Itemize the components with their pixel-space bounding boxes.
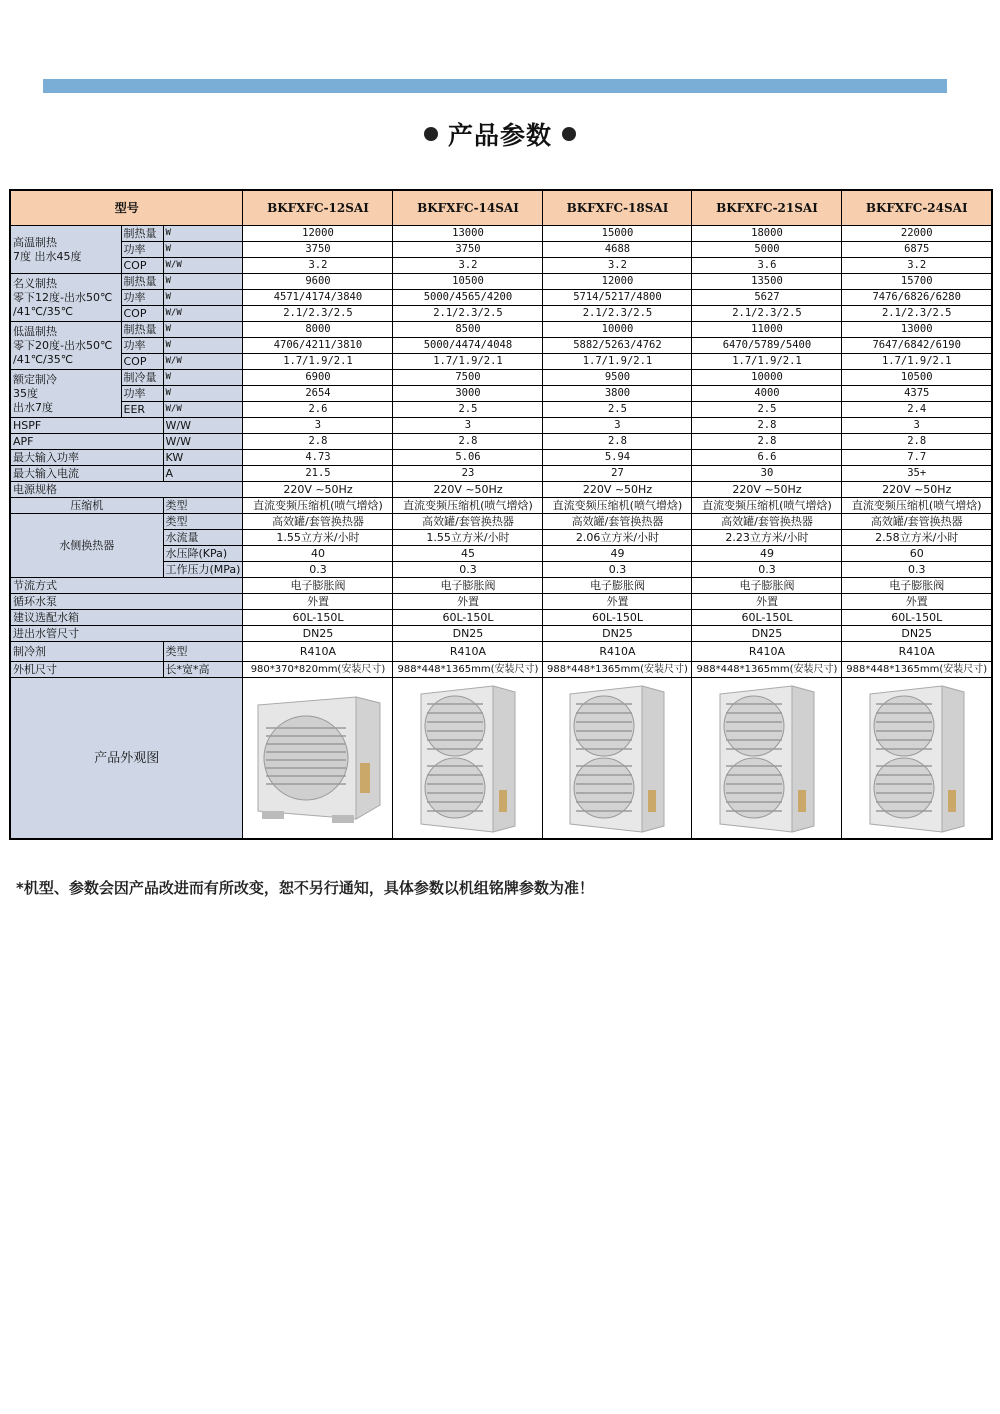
- product-image-cell: [842, 678, 992, 840]
- value-cell: 2.1/2.3/2.5: [393, 306, 543, 322]
- value-cell: 220V ~50Hz: [243, 482, 393, 498]
- value-cell: 7476/6826/6280: [842, 290, 992, 306]
- value-cell: 5.94: [543, 450, 692, 466]
- table-row: [10, 242, 992, 258]
- table-row: [10, 290, 992, 306]
- heat-pump-unit-image: [248, 683, 388, 833]
- value-cell: 60L-150L: [842, 610, 992, 626]
- value-cell: 8500: [393, 322, 543, 338]
- value-cell: 1.55立方米/小时: [393, 530, 543, 546]
- value-cell: 1.7/1.9/2.1: [543, 354, 692, 370]
- value-cell: 0.3: [393, 562, 543, 578]
- page-title: 产品参数: [0, 116, 1000, 152]
- unit-label: 类型: [163, 498, 243, 514]
- value-cell: 1.7/1.9/2.1: [393, 354, 543, 370]
- table-row: [10, 434, 992, 450]
- value-cell: 4375: [842, 386, 992, 402]
- value-cell: R410A: [842, 642, 992, 662]
- value-cell: 988*448*1365mm(安装尺寸): [692, 662, 842, 678]
- value-cell: 2.5: [692, 402, 842, 418]
- value-cell: 电子膨胀阀: [692, 578, 842, 594]
- value-cell: 7647/6842/6190: [842, 338, 992, 354]
- row-label: APF: [10, 434, 163, 450]
- value-cell: 980*370*820mm(安装尺寸): [243, 662, 393, 678]
- sub-label: 制热量: [121, 274, 163, 290]
- value-cell: 直流变频压缩机(喷气增焓): [842, 498, 992, 514]
- unit-label: A: [163, 466, 243, 482]
- value-cell: 10000: [543, 322, 692, 338]
- sub-label: 制冷量: [121, 370, 163, 386]
- table-row: [10, 258, 992, 274]
- row-label: 压缩机: [10, 498, 163, 514]
- value-cell: 60L-150L: [243, 610, 393, 626]
- value-cell: 13000: [842, 322, 992, 338]
- value-cell: 27: [543, 466, 692, 482]
- value-cell: 4706/4211/3810: [243, 338, 393, 354]
- value-cell: 3: [243, 418, 393, 434]
- value-cell: 3800: [543, 386, 692, 402]
- value-cell: 2.8: [393, 434, 543, 450]
- unit-label: W: [163, 370, 243, 386]
- table-row: [10, 498, 992, 514]
- value-cell: 4000: [692, 386, 842, 402]
- value-cell: 4571/4174/3840: [243, 290, 393, 306]
- table-row: [10, 514, 992, 530]
- heat-pump-unit-image: [413, 680, 523, 836]
- value-cell: 60L-150L: [543, 610, 692, 626]
- value-cell: 2.1/2.3/2.5: [243, 306, 393, 322]
- value-cell: 2.06立方米/小时: [543, 530, 692, 546]
- value-cell: DN25: [243, 626, 393, 642]
- value-cell: 0.3: [243, 562, 393, 578]
- value-cell: 1.7/1.9/2.1: [243, 354, 393, 370]
- row-label: 建议选配水箱: [10, 610, 243, 626]
- unit-label: W/W: [163, 354, 243, 370]
- table-row: [10, 370, 992, 386]
- value-cell: 60: [842, 546, 992, 562]
- unit-label: W: [163, 226, 243, 242]
- value-cell: 5000/4474/4048: [393, 338, 543, 354]
- value-cell: 3.2: [842, 258, 992, 274]
- sub-label: EER: [121, 402, 163, 418]
- value-cell: 电子膨胀阀: [543, 578, 692, 594]
- group-label: 名义制热 零下12度-出水50℃ /41℃/35℃: [10, 274, 121, 322]
- unit-label: W/W: [163, 306, 243, 322]
- value-cell: 直流变频压缩机(喷气增焓): [393, 498, 543, 514]
- value-cell: 45: [393, 546, 543, 562]
- bullet-icon: [562, 127, 576, 141]
- value-cell: 3.6: [692, 258, 842, 274]
- disclaimer-note: *机型、参数会因产品改进而有所改变，恕不另行通知，具体参数以机组铭牌参数为准！: [16, 879, 594, 897]
- value-cell: R410A: [543, 642, 692, 662]
- value-cell: 10500: [842, 370, 992, 386]
- row-label: 最大输入功率: [10, 450, 163, 466]
- value-cell: DN25: [842, 626, 992, 642]
- value-cell: 2654: [243, 386, 393, 402]
- value-cell: DN25: [692, 626, 842, 642]
- header-bar: [43, 79, 947, 93]
- value-cell: 12000: [543, 274, 692, 290]
- value-cell: 2.1/2.3/2.5: [543, 306, 692, 322]
- appearance-row: [10, 678, 992, 840]
- value-cell: 电子膨胀阀: [842, 578, 992, 594]
- value-cell: 2.8: [543, 434, 692, 450]
- value-cell: 6470/5789/5400: [692, 338, 842, 354]
- unit-label: W/W: [163, 434, 243, 450]
- value-cell: 4.73: [243, 450, 393, 466]
- sub-label: 功率: [121, 290, 163, 306]
- row-label: HSPF: [10, 418, 163, 434]
- value-cell: 直流变频压缩机(喷气增焓): [692, 498, 842, 514]
- table-row: [10, 338, 992, 354]
- unit-label: 类型: [163, 514, 243, 530]
- sub-label: 功率: [121, 386, 163, 402]
- value-cell: 23: [393, 466, 543, 482]
- value-cell: 60L-150L: [393, 610, 543, 626]
- table-row: [10, 626, 992, 642]
- value-cell: 5882/5263/4762: [543, 338, 692, 354]
- value-cell: 9500: [543, 370, 692, 386]
- table-row: [10, 578, 992, 594]
- value-cell: 15700: [842, 274, 992, 290]
- value-cell: 9600: [243, 274, 393, 290]
- table-row: [10, 450, 992, 466]
- unit-label: W: [163, 386, 243, 402]
- sub-label: COP: [121, 258, 163, 274]
- value-cell: 3.2: [243, 258, 393, 274]
- value-cell: 3: [842, 418, 992, 434]
- value-cell: 220V ~50Hz: [543, 482, 692, 498]
- value-cell: 2.4: [842, 402, 992, 418]
- value-cell: 直流变频压缩机(喷气增焓): [543, 498, 692, 514]
- unit-label: W: [163, 274, 243, 290]
- value-cell: 3.2: [543, 258, 692, 274]
- value-cell: 5000: [692, 242, 842, 258]
- value-cell: 直流变频压缩机(喷气增焓): [243, 498, 393, 514]
- value-cell: 电子膨胀阀: [393, 578, 543, 594]
- unit-label: 工作压力(MPa): [163, 562, 243, 578]
- unit-label: W: [163, 242, 243, 258]
- unit-label: 水压降(KPa): [163, 546, 243, 562]
- unit-label: W: [163, 290, 243, 306]
- value-cell: 60L-150L: [692, 610, 842, 626]
- table-row: [10, 466, 992, 482]
- value-cell: 2.5: [393, 402, 543, 418]
- value-cell: 220V ~50Hz: [692, 482, 842, 498]
- value-cell: 15000: [543, 226, 692, 242]
- row-label: 循环水泵: [10, 594, 243, 610]
- value-cell: R410A: [393, 642, 543, 662]
- value-cell: 6900: [243, 370, 393, 386]
- value-cell: 0.3: [692, 562, 842, 578]
- value-cell: 3750: [393, 242, 543, 258]
- value-cell: 高效罐/套管换热器: [842, 514, 992, 530]
- value-cell: 2.8: [692, 418, 842, 434]
- product-image-cell: [243, 678, 393, 840]
- model-name: BKFXFC-18SAI: [543, 190, 692, 226]
- heat-pump-unit-image: [862, 680, 972, 836]
- unit-label: W/W: [163, 418, 243, 434]
- model-name: BKFXFC-14SAI: [393, 190, 543, 226]
- value-cell: 30: [692, 466, 842, 482]
- value-cell: 5.06: [393, 450, 543, 466]
- value-cell: 6.6: [692, 450, 842, 466]
- sub-label: COP: [121, 306, 163, 322]
- row-label: 电源规格: [10, 482, 243, 498]
- value-cell: R410A: [243, 642, 393, 662]
- value-cell: 3: [543, 418, 692, 434]
- unit-label: W/W: [163, 402, 243, 418]
- value-cell: 3750: [243, 242, 393, 258]
- value-cell: 988*448*1365mm(安装尺寸): [393, 662, 543, 678]
- sub-label: 制热量: [121, 322, 163, 338]
- value-cell: 外置: [393, 594, 543, 610]
- value-cell: 3.2: [393, 258, 543, 274]
- sub-label: 功率: [121, 242, 163, 258]
- value-cell: 2.23立方米/小时: [692, 530, 842, 546]
- value-cell: 8000: [243, 322, 393, 338]
- model-name: BKFXFC-12SAI: [243, 190, 393, 226]
- value-cell: 1.7/1.9/2.1: [842, 354, 992, 370]
- value-cell: 0.3: [842, 562, 992, 578]
- value-cell: 1.55立方米/小时: [243, 530, 393, 546]
- value-cell: 0.3: [543, 562, 692, 578]
- value-cell: 13500: [692, 274, 842, 290]
- model-name: BKFXFC-21SAI: [692, 190, 842, 226]
- table-row: [10, 322, 992, 338]
- group-label: 产品外观图: [10, 678, 243, 840]
- table-row: [10, 594, 992, 610]
- sub-label: 制热量: [121, 226, 163, 242]
- value-cell: 6875: [842, 242, 992, 258]
- value-cell: DN25: [393, 626, 543, 642]
- value-cell: 10000: [692, 370, 842, 386]
- value-cell: 2.1/2.3/2.5: [842, 306, 992, 322]
- value-cell: 高效罐/套管换热器: [543, 514, 692, 530]
- table-row: [10, 274, 992, 290]
- product-image-cell: [692, 678, 842, 840]
- value-cell: 高效罐/套管换热器: [692, 514, 842, 530]
- bullet-icon: [424, 127, 438, 141]
- unit-label: W/W: [163, 258, 243, 274]
- product-image-cell: [543, 678, 692, 840]
- model-label: 型号: [10, 190, 243, 226]
- group-label: 高温制热 7度 出水45度: [10, 226, 121, 274]
- value-cell: 外置: [543, 594, 692, 610]
- value-cell: 1.7/1.9/2.1: [692, 354, 842, 370]
- value-cell: 22000: [842, 226, 992, 242]
- value-cell: 3: [393, 418, 543, 434]
- sub-label: COP: [121, 354, 163, 370]
- row-label: 节流方式: [10, 578, 243, 594]
- heat-pump-unit-image: [562, 680, 672, 836]
- row-label: 制冷剂: [10, 642, 163, 662]
- value-cell: 外置: [692, 594, 842, 610]
- table-row: [10, 642, 992, 662]
- row-label: 外机尺寸: [10, 662, 163, 678]
- value-cell: 220V ~50Hz: [842, 482, 992, 498]
- heat-pump-unit-image: [712, 680, 822, 836]
- table-row: [10, 610, 992, 626]
- table-row: [10, 354, 992, 370]
- value-cell: 外置: [842, 594, 992, 610]
- value-cell: 高效罐/套管换热器: [243, 514, 393, 530]
- group-label: 额定制冷 35度 出水7度: [10, 370, 121, 418]
- value-cell: 49: [692, 546, 842, 562]
- table-row: [10, 662, 992, 678]
- value-cell: 988*448*1365mm(安装尺寸): [543, 662, 692, 678]
- value-cell: 11000: [692, 322, 842, 338]
- value-cell: 高效罐/套管换热器: [393, 514, 543, 530]
- value-cell: 4688: [543, 242, 692, 258]
- value-cell: 5714/5217/4800: [543, 290, 692, 306]
- value-cell: 7.7: [842, 450, 992, 466]
- unit-label: W: [163, 338, 243, 354]
- table-row: [10, 306, 992, 322]
- value-cell: 3000: [393, 386, 543, 402]
- spec-table: [9, 189, 993, 840]
- unit-label: W: [163, 322, 243, 338]
- value-cell: 5627: [692, 290, 842, 306]
- value-cell: 2.8: [692, 434, 842, 450]
- table-row: [10, 482, 992, 498]
- unit-label: KW: [163, 450, 243, 466]
- value-cell: 2.5: [543, 402, 692, 418]
- unit-label: 水流量: [163, 530, 243, 546]
- group-label: 水侧换热器: [10, 514, 163, 578]
- row-label: 最大输入电流: [10, 466, 163, 482]
- value-cell: 7500: [393, 370, 543, 386]
- unit-label: 长*宽*高: [163, 662, 243, 678]
- value-cell: 2.6: [243, 402, 393, 418]
- value-cell: 5000/4565/4200: [393, 290, 543, 306]
- table-row: [10, 226, 992, 242]
- value-cell: DN25: [543, 626, 692, 642]
- value-cell: 988*448*1365mm(安装尺寸): [842, 662, 992, 678]
- value-cell: 10500: [393, 274, 543, 290]
- value-cell: 18000: [692, 226, 842, 242]
- table-row: [10, 418, 992, 434]
- value-cell: 49: [543, 546, 692, 562]
- value-cell: 2.8: [842, 434, 992, 450]
- group-label: 低温制热 零下20度-出水50℃ /41℃/35℃: [10, 322, 121, 370]
- value-cell: 2.8: [243, 434, 393, 450]
- table-header-row: [10, 190, 992, 226]
- value-cell: 2.58立方米/小时: [842, 530, 992, 546]
- sub-label: 功率: [121, 338, 163, 354]
- value-cell: 2.1/2.3/2.5: [692, 306, 842, 322]
- value-cell: 35+: [842, 466, 992, 482]
- model-name: BKFXFC-24SAI: [842, 190, 992, 226]
- value-cell: 13000: [393, 226, 543, 242]
- value-cell: 220V ~50Hz: [393, 482, 543, 498]
- value-cell: 电子膨胀阀: [243, 578, 393, 594]
- product-image-cell: [393, 678, 543, 840]
- table-row: [10, 386, 992, 402]
- row-label: 进出水管尺寸: [10, 626, 243, 642]
- value-cell: 12000: [243, 226, 393, 242]
- value-cell: 外置: [243, 594, 393, 610]
- table-row: [10, 402, 992, 418]
- value-cell: 21.5: [243, 466, 393, 482]
- value-cell: 40: [243, 546, 393, 562]
- value-cell: R410A: [692, 642, 842, 662]
- unit-label: 类型: [163, 642, 243, 662]
